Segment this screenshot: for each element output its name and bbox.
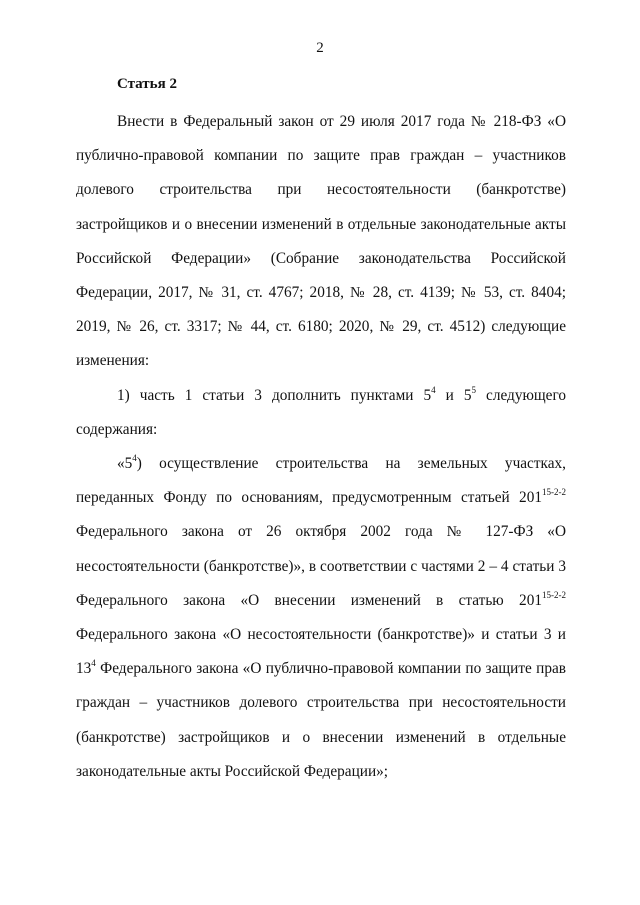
intro-text: Внести в Федеральный закон от 29 июля 2017 года № 218-ФЗ «О публично-правовой компании по защите прав граждан – участников долевого строительства при несостоятельности (банкротстве) застройщиков и о внесении изменений в отдельные законодательные акты Российской Федерации» (Собрание законодательства Российской Федерации, 2017, № 31, ст. 4767; 2018, № 28, ст. 4139; № 53, ст. 8404; 2019, № 26, ст. 3317; № 44, ст. 6180; 2020, № 29, ст. 4512) следующие изменения: [76,113,566,370]
item2-text-c: Федерального закона от 26 октября 2002 года № 127-ФЗ «О несостоятельности (банкротстве)», в соответствии с частями 2 – 4 статьи 3 Федерального закона «О внесении изменений в статью 201 [76,523,566,609]
item2-sup-c: 15-2-2 [542,589,566,600]
intro-paragraph [76,105,566,379]
item1-sup-a: 4 [431,384,436,395]
item1-sup-b: 5 [471,384,477,395]
item2-text-d: Федерального закона «О несостоятельности (банкротстве)» и статьи 3 и 13 [76,626,566,678]
item2-sup-d: 4 [91,658,96,669]
item1-text-c: следующего содержания: [76,386,567,438]
amendment-item-1 [76,379,566,447]
item2-text-b: ) осуществление строительства на земельных участках, переданных Фонду по основаниям, предусмотренным статьей 201 [76,455,566,507]
item2-text-e: Федерального закона «О публично-правовой компании по защите прав граждан – участников долевого строительства при несостоятельности (банкротстве) застройщиков и о внесении изменений в отдельные законодательные акты Российской Федерации»; [76,660,566,780]
item1-text-b: и 5 [435,386,472,404]
item2-sup-b: 15-2-2 [542,487,566,498]
page-number: 2 [316,40,324,56]
item2-text-a: «5 [117,455,133,473]
article-body [76,105,566,789]
item2-sup-a: 4 [132,452,137,463]
item1-text-a: 1) часть 1 статьи 3 дополнить пунктами 5 [117,386,432,404]
amendment-item-5-4 [76,447,566,789]
article-title: Статья 2 [117,76,177,92]
